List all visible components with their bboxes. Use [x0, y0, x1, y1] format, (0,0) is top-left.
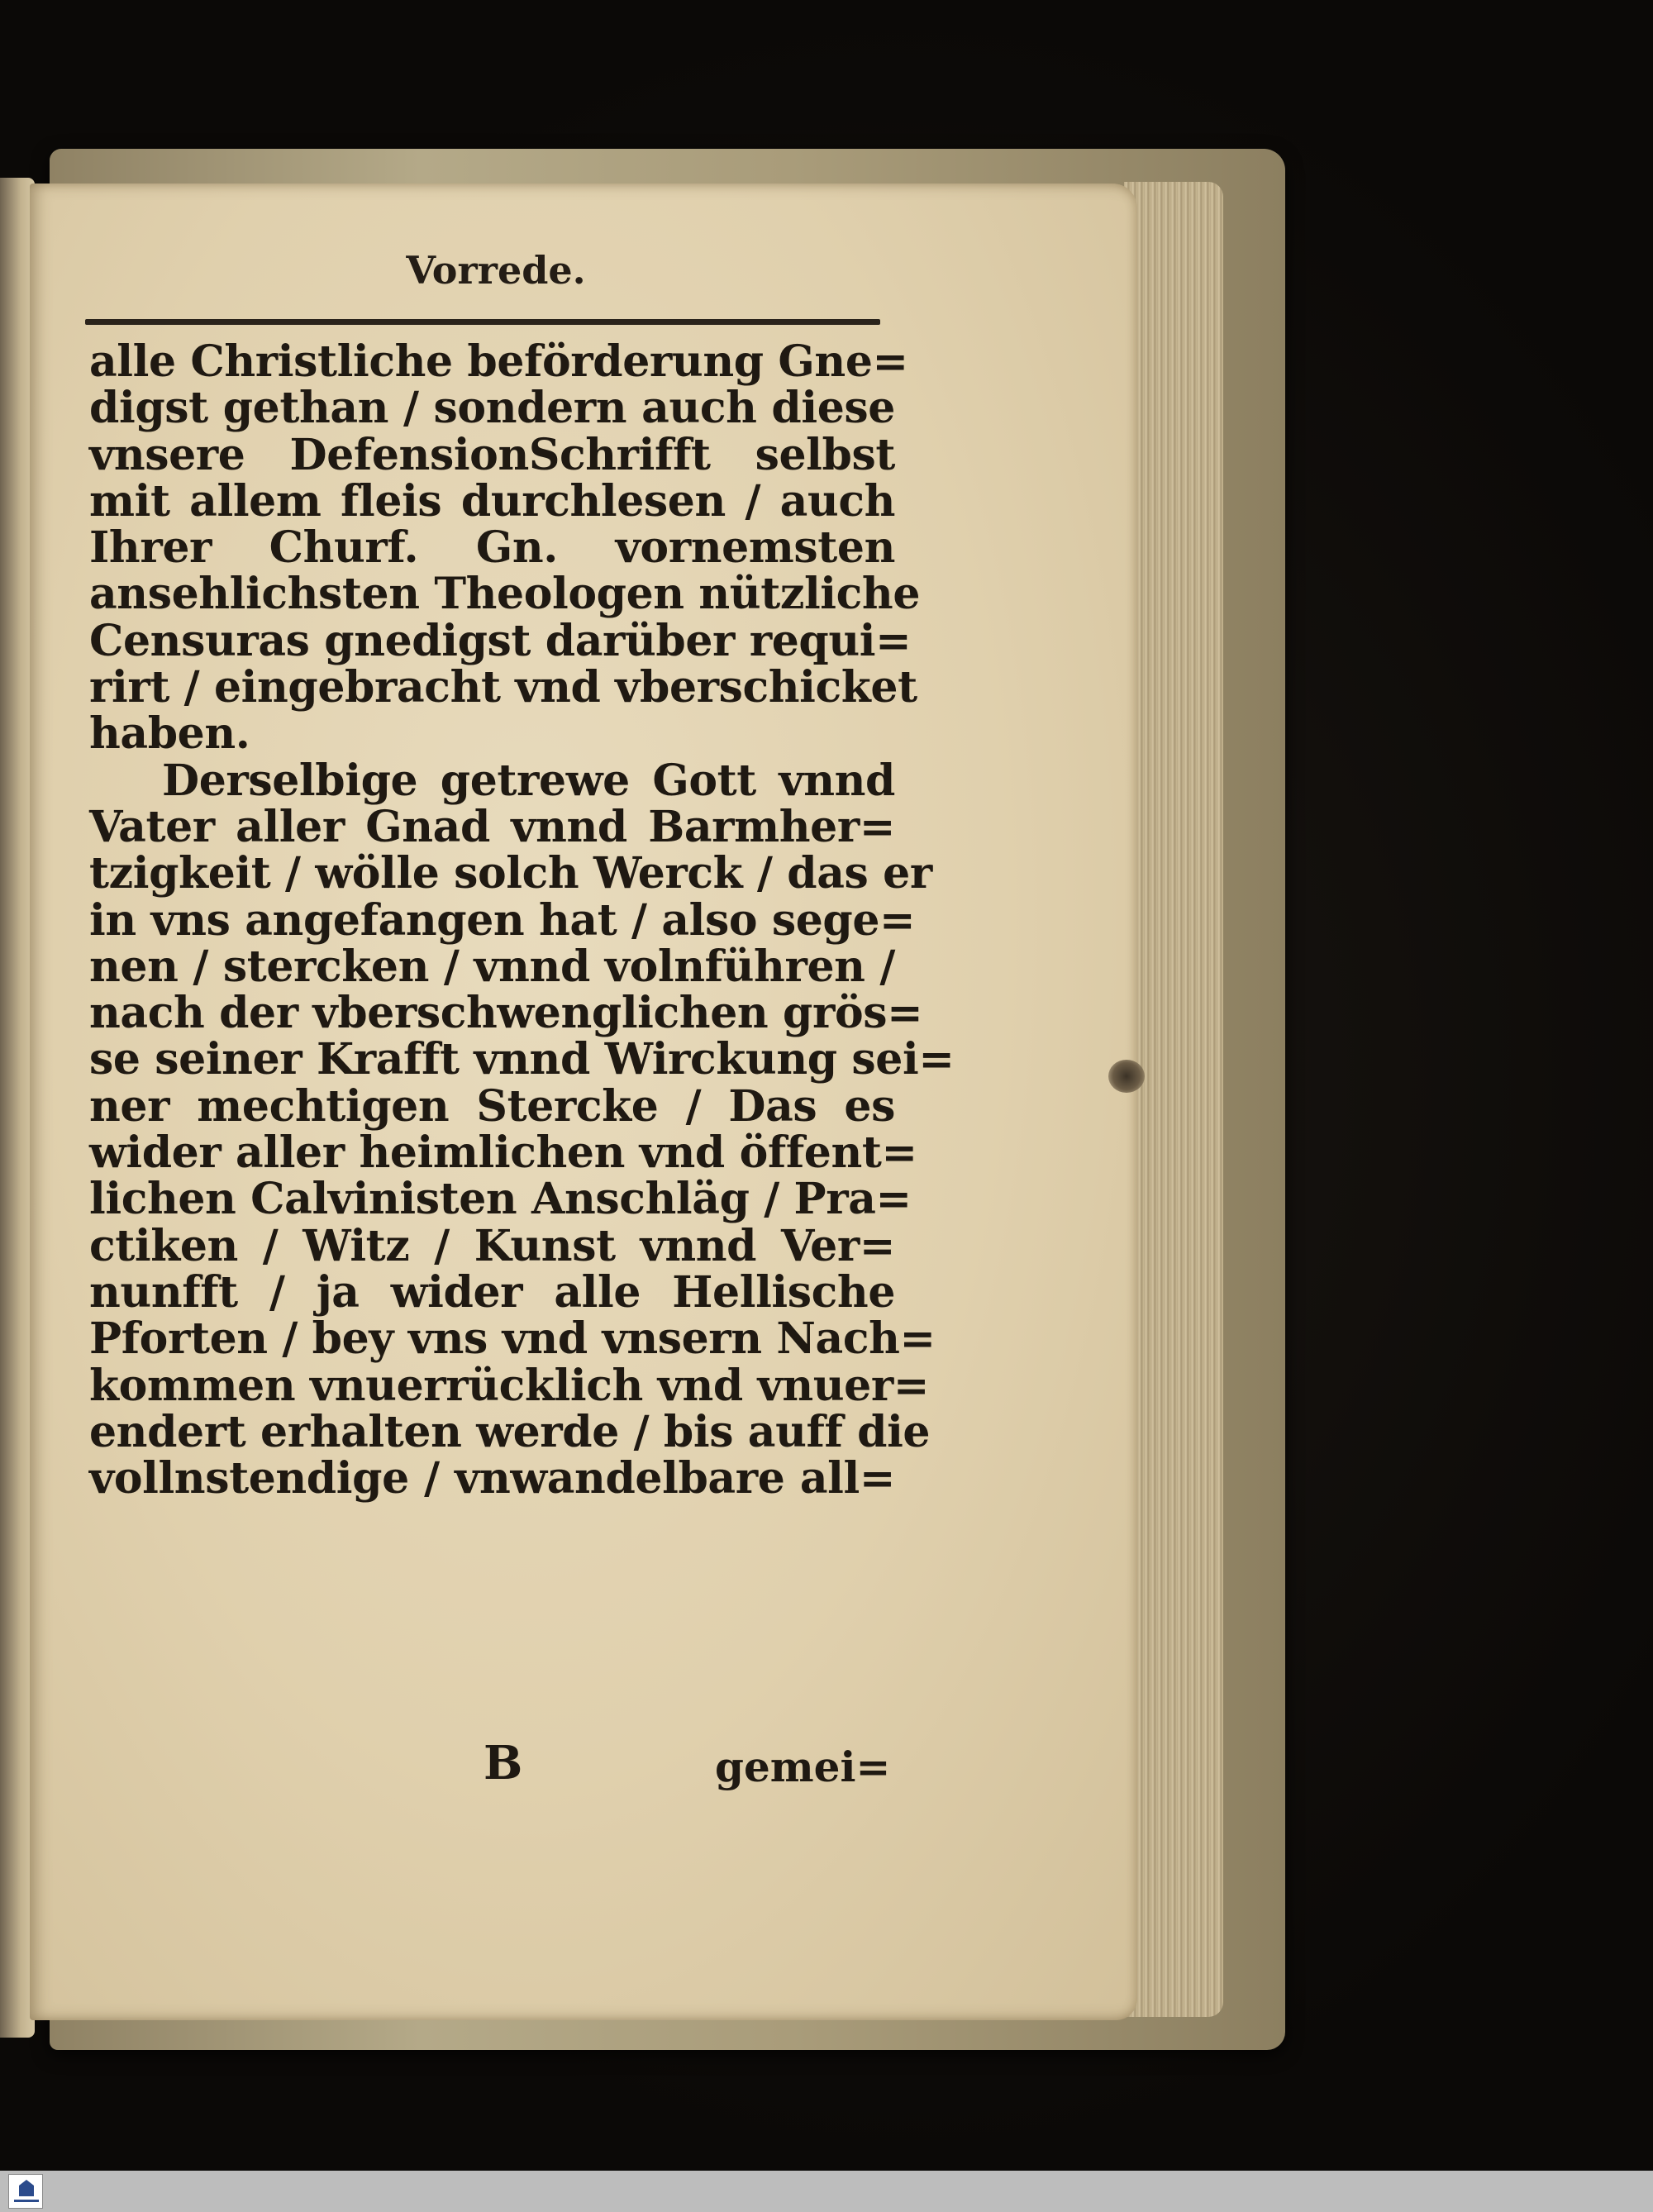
text-line: wider aller heimlichen vnd öffent= — [89, 1127, 917, 1179]
text-line: nen / stercken / vnnd volnführen / — [89, 941, 895, 992]
text-line: Pforten / bey vns vnd vnsern Nach= — [89, 1313, 936, 1365]
text-line: Derselbige getrewe Gott vnnd — [162, 755, 895, 806]
text-line: in vns angefangen hat / also sege= — [89, 894, 916, 946]
text-line: Vater aller Gnad vnnd Barmher= — [89, 801, 895, 852]
page-edges — [1124, 182, 1223, 2017]
logo-glyph — [19, 2180, 34, 2196]
viewer-footer-bar — [0, 2171, 1653, 2212]
text-line: lichen Calvinisten Anschläg / Pra= — [89, 1174, 912, 1225]
signature-mark: B — [484, 1736, 523, 1790]
page-stain — [1108, 1060, 1145, 1093]
text-line: endert erhalten werde / bis auff die — [89, 1406, 931, 1457]
text-line: alle Christliche beförderung Gne= — [89, 336, 908, 387]
text-line: vnsere DefensionSchrifft selbst — [89, 429, 895, 480]
text-line: vollnstendige / vnwandelbare all= — [89, 1453, 895, 1504]
text-line: ansehlichsten Theologen nützliche — [89, 569, 921, 620]
text-line: digst gethan / sondern auch diese — [89, 383, 895, 434]
text-line: nach der vberschwenglichen grös= — [89, 988, 923, 1039]
text-line: ner mechtigen Stercke / Das es — [89, 1080, 895, 1132]
text-line: nunfft / ja wider alle Hellische — [89, 1266, 895, 1318]
body-text — [89, 336, 955, 1504]
text-line: rirt / eingebracht vnd vberschicket — [89, 662, 917, 713]
text-line: se seiner Krafft vnnd Wirckung sei= — [89, 1034, 955, 1085]
running-head: Vorrede. — [406, 248, 586, 293]
text-line: tzigkeit / wölle solch Werck / das er — [89, 848, 932, 899]
catchword: gemei= — [715, 1742, 891, 1791]
logo-underline — [14, 2200, 39, 2202]
text-line: Ihrer Churf. Gn. vornemsten — [89, 522, 895, 574]
text-line: haben. — [89, 708, 250, 760]
text-line: ctiken / Witz / Kunst vnnd Ver= — [89, 1220, 895, 1271]
header-rule — [85, 319, 880, 325]
library-logo-icon[interactable] — [8, 2174, 43, 2209]
text-line: kommen vnuerrücklich vnd vnuer= — [89, 1360, 929, 1411]
text-line: Censuras gnedigst darüber requi= — [89, 615, 912, 666]
text-line: mit allem fleis durchlesen / auch — [89, 475, 895, 527]
